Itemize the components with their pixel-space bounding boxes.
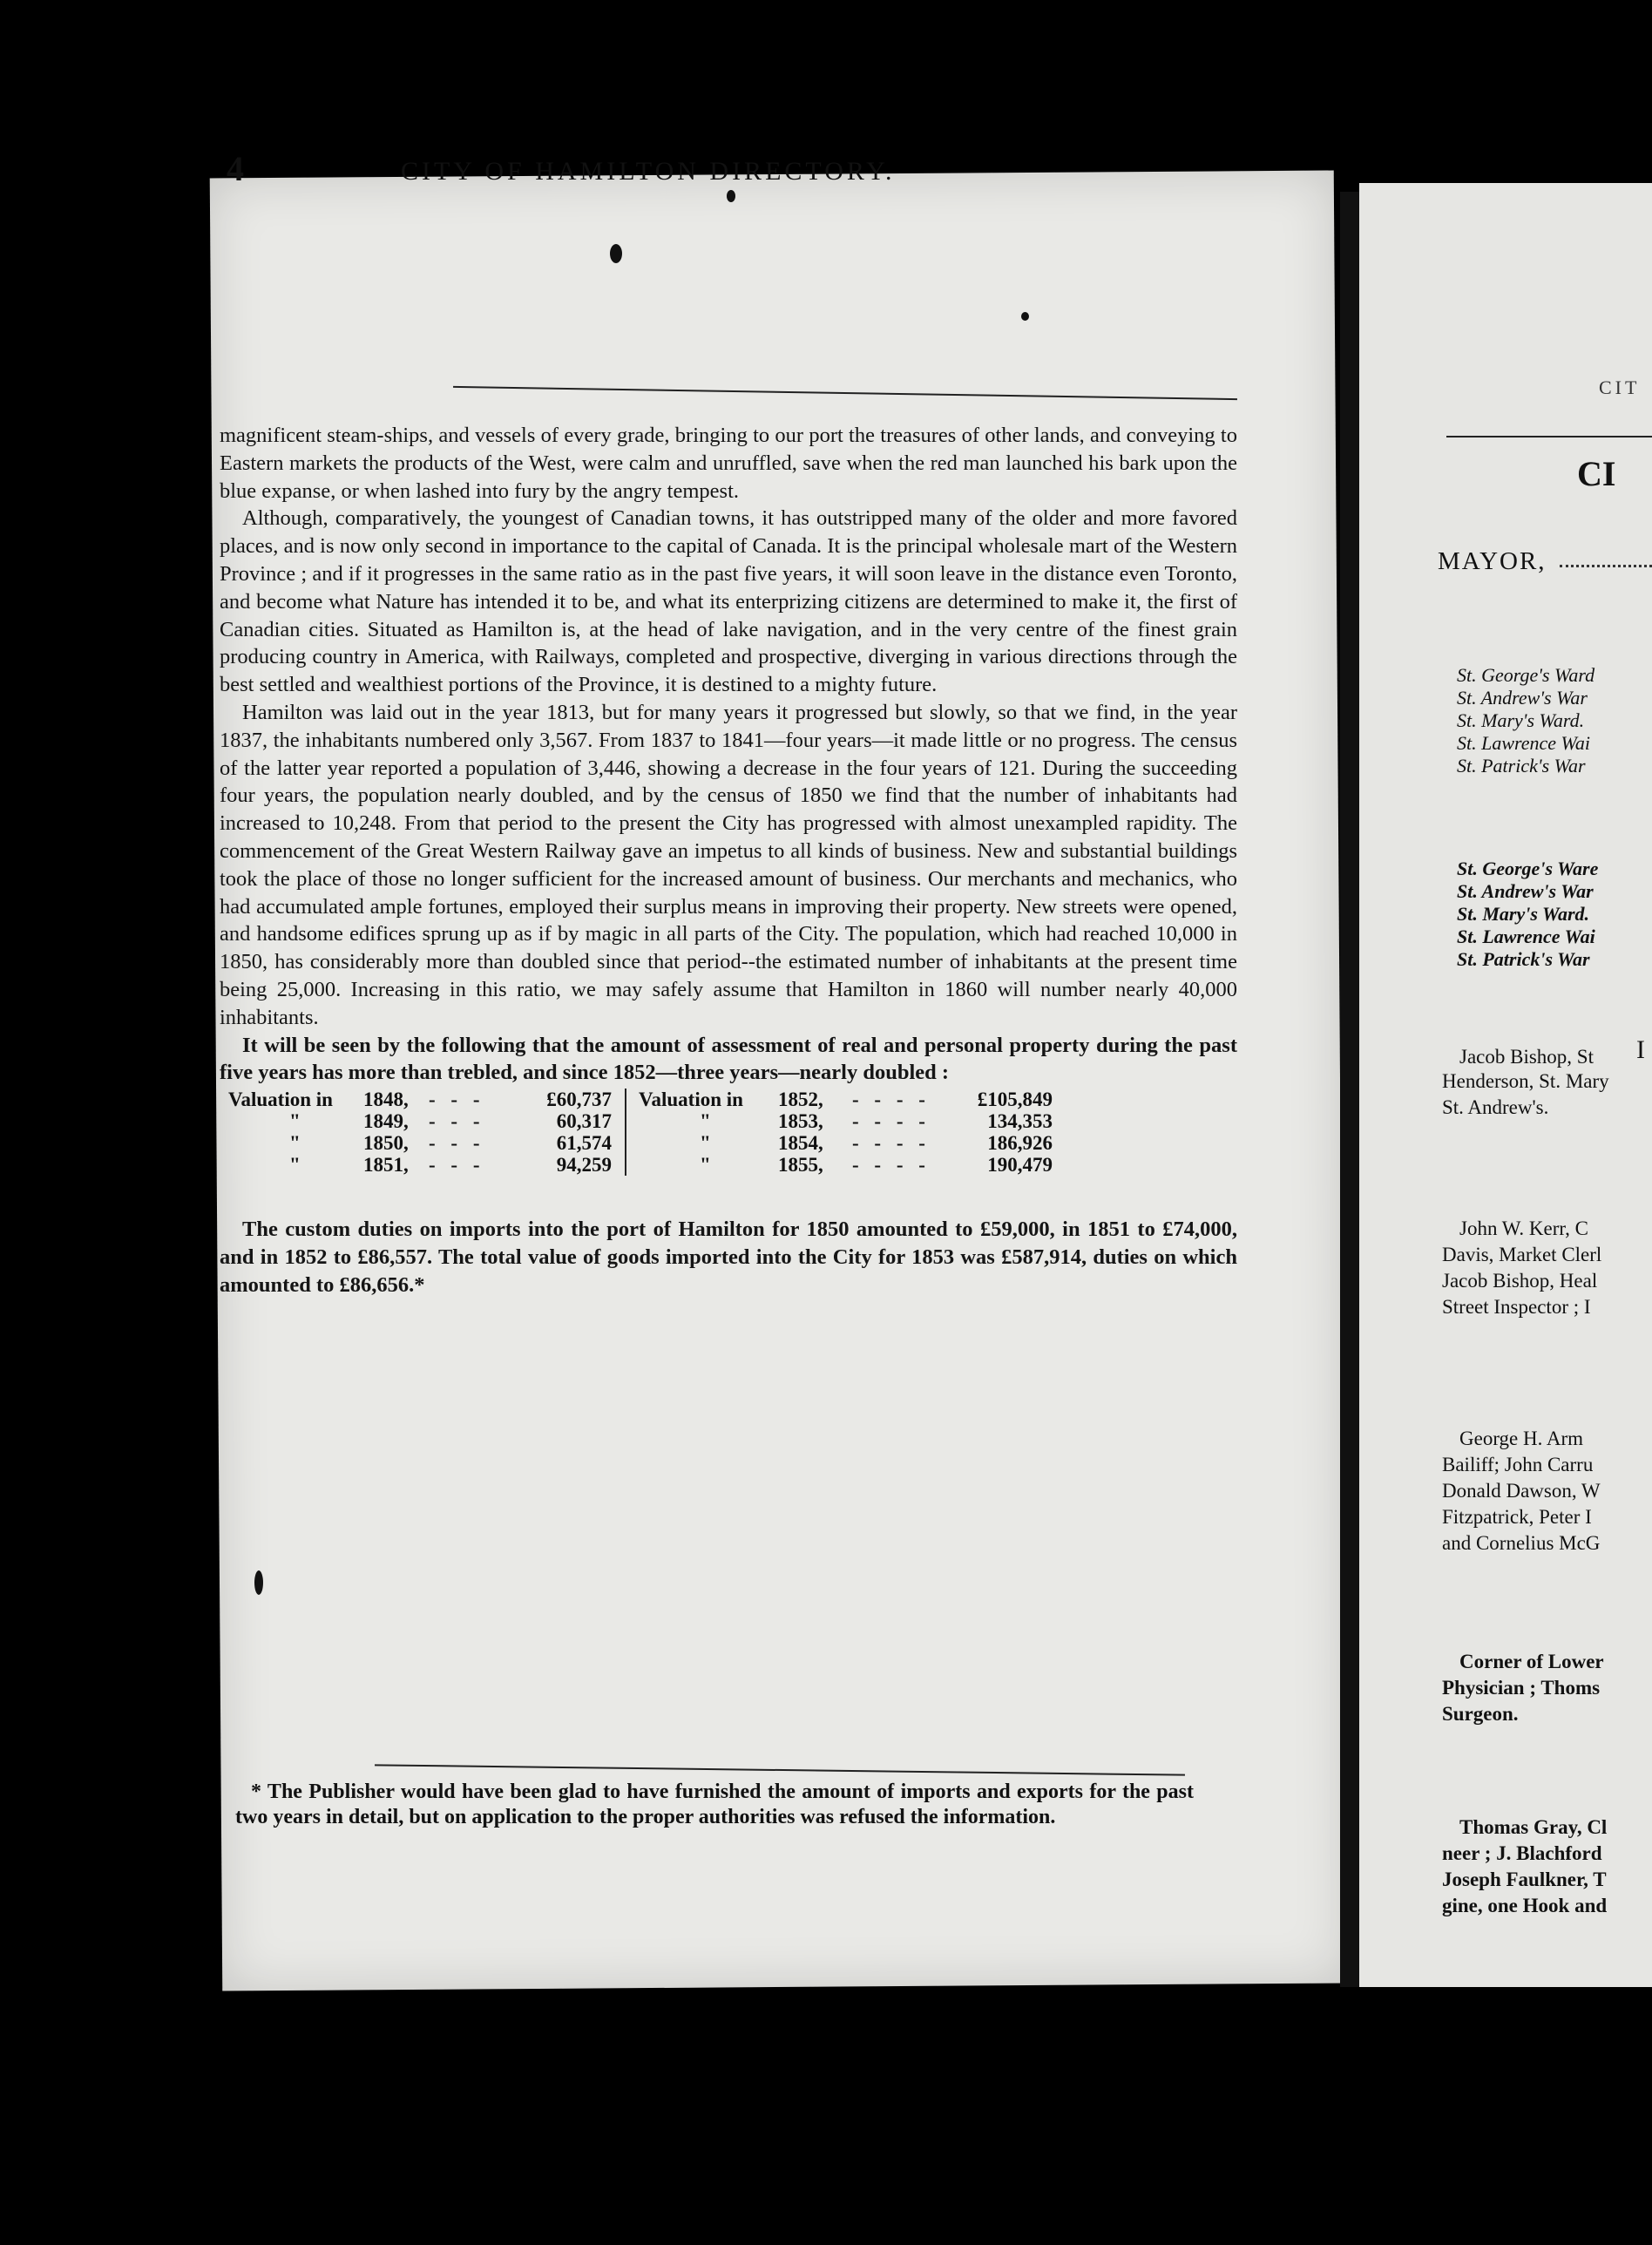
paragraph-1: magnificent steam-ships, and vessels of every grade, bringing to our port the treasures of other lands, and conveying to Eastern markets the products of the West, were calm and unruffled, save when the red man launched his bark upon the blue expanse, or when lashed into fury by the angry tempest. [220,424,1237,503]
ward-item: St. Andrew's War [1457,880,1594,902]
page-header [227,148,1080,200]
ward-item: St. Patrick's War [1457,755,1586,777]
ward-item: St. George's Ward [1457,664,1595,686]
right-paragraph-5: Thomas Gray, Cl neer ; J. Blachford Joseph Faulkner, T gine, one Hook and [1442,1816,1608,1916]
valuation-row: " 1853, - - - - 134,353 [700,1110,1053,1133]
dotted-leader [1560,565,1652,567]
section-marker: I [1636,1035,1645,1064]
footnote: * The Publisher would have been glad to have furnished the amount of imports and exports for the past two years in detail, but on application to the proper authorities was refused the information. [235,1780,1194,1828]
right-paragraph-2: John W. Kerr, C Davis, Market Clerl Jacob Bishop, Heal Street Inspector ; I [1442,1217,1602,1318]
right-paragraph-1: Jacob Bishop, St [1459,1046,1594,1068]
paragraph-5: The custom duties on imports into the port of Hamilton for 1850 amounted to £59,000, in 1851 to £74,000, and in 1852 to £86,557. The total value of goods imported into the City for 1853 was £587,914, duties on which amounted to £86,656.* [220,1217,1237,1297]
paragraph-2: Although, comparatively, the youngest of Canadian towns, it has outstripped many of the older and more favored places, and is now only second in importance to the capital of Canada. It is the principal wholesale mart of the Western Province ; and if it progresses in the same ratio as in the past five years, it will soon leave in the distance even Toronto, and become what Nature has intended it to be, and what its enterprizing citizens are determined to make it, the first of Canadian cities. Situated as Hamilton is, at the head of lake navigation, and in the very centre of the finest grain producing country in America, with Railways, completed and prospective, diverging in various directions through the best settled and wealthiest portions of the Province, it is destined to a mighty future. [220,506,1237,697]
ward-item: St. Patrick's War [1457,948,1590,970]
valuation-row: Valuation in 1848, - - - £60,737 [228,1089,612,1111]
ward-item: St. Mary's Ward. [1457,709,1585,731]
ward-list-2 [1457,858,1598,971]
valuation-row: " 1850, - - - 61,574 [289,1132,612,1155]
valuation-row: Valuation in 1852, - - - - £105,849 [639,1089,1053,1111]
right-running-title: CIT [1599,376,1641,398]
valuation-table [220,1089,1237,1216]
ward-item: St. Lawrence Wai [1457,926,1595,947]
ward-list-1 [1457,664,1594,777]
paragraph-4: It will be seen by the following that the amount of assessment of real and personal property during the past five years has more than trebled, and since 1852—three years—nearly doubled : [220,1033,1237,1085]
right-header-rule [1446,436,1652,437]
ink-spot [610,244,622,263]
ink-spot [254,1570,263,1595]
right-heading: CI [1577,454,1616,493]
ward-item: St. Mary's Ward. [1457,903,1590,925]
page-number: 4 [227,149,247,188]
valuation-row: " 1854, - - - - 186,926 [700,1132,1053,1155]
paragraph-3: Hamilton was laid out in the year 1813, but for many years it progressed but slowly, so that we find, in the year 1837, the inhabitants numbered only 3,567. From 1837 to 1841—four years—it made little or no progress. The census of the latter year reported a population of 3,446, showing a decrease in the four years of 121. During the succeeding four years, the population nearly doubled, and by the census of 1850 we find that the number of inhabitants had increased to 10,248. From that period to the present the City has progressed with almost unexampled rapidity. The commencement of the Great Western Railway gave an impetus to all kinds of business. New and substantial buildings took the place of those no longer sufficient for the increased amount of business. Our merchants and mechanics, who had accumulated ample fortunes, employed their surplus means in improving their property. New streets were opened, and handsome edifices sprung up as if by magic in all parts of the City. The population, which had reached 10,000 in 1850, has considerably more than doubled since that period--the estimated number of inhabitants at the present time being 25,000. Increasing in this ratio, we may safely assume that Hamilton in 1860 will number nearly 40,000 inhabitants. [220,700,1237,1029]
valuation-row: " 1855, - - - - 190,479 [700,1154,1053,1177]
ink-spot [1021,312,1029,321]
right-paragraph-4: Corner of Lower Physician ; Thoms Surgeon. [1442,1651,1604,1725]
valuation-column-right [625,1089,1053,1177]
valuation-row: " 1851, - - - 94,259 [289,1154,612,1177]
running-title: CITY OF HAMILTON DIRECTORY. [401,157,896,186]
right-paragraph-1-cont: Henderson, St. Mary St. Andrew's. [1442,1070,1609,1118]
right-paragraph-3: George H. Arm Bailiff; John Carru Donald Dawson, W Fitzpatrick, Peter I and Cornelius McG [1442,1428,1601,1554]
ward-item: St. Andrew's War [1457,687,1588,709]
valuation-column-left [228,1089,620,1176]
valuation-row: " 1849, - - - 60,317 [289,1110,612,1133]
body-text [220,422,1237,1299]
ward-item: St. Lawrence Wai [1457,732,1590,754]
mayor-label: MAYOR, [1438,547,1547,575]
ward-item: St. George's Ware [1457,858,1599,879]
book-gutter [1340,192,1359,1987]
